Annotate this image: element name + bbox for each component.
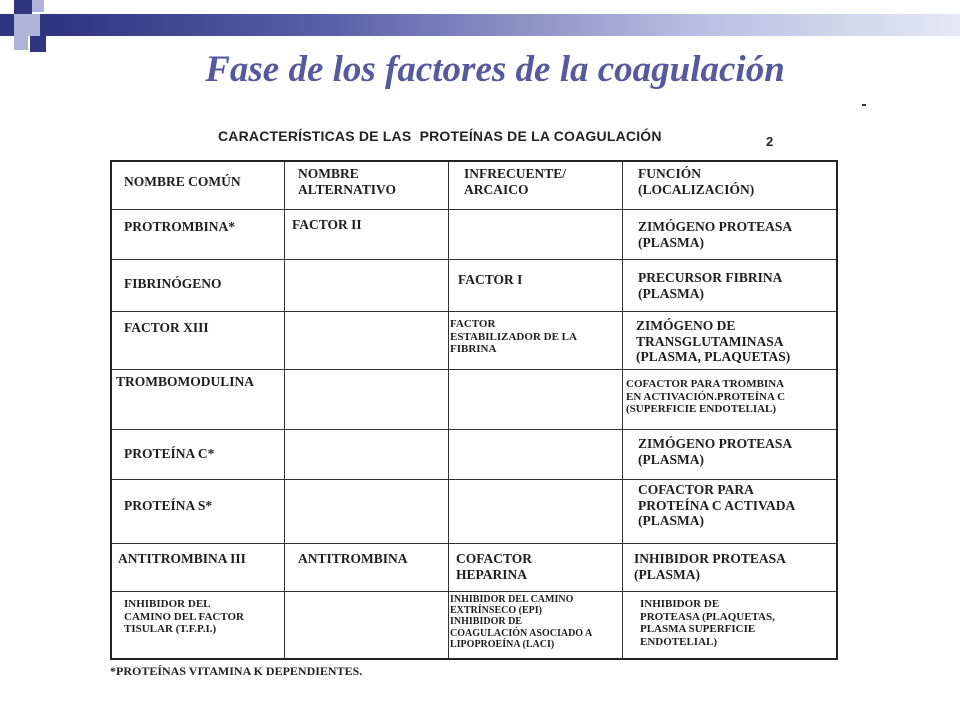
column-divider — [448, 162, 449, 658]
scan-speck — [862, 104, 866, 106]
row-divider — [112, 209, 836, 210]
corner-square-3 — [0, 14, 14, 36]
header-nombre-comun: NOMBRE COMÚN — [124, 174, 241, 189]
cell-nombre: FIBRINÓGENO — [124, 276, 222, 291]
cell-funcion: COFACTOR PARA PROTEÍNA C ACTIVADA (PLASMA) — [638, 482, 796, 529]
cell-funcion: ZIMÓGENO DE TRANSGLUTAMINASA (PLASMA, PLAQUETAS) — [636, 318, 791, 365]
cell-funcion: COFACTOR PARA TROMBINA EN ACTIVACIÓN.PROTEÍNA C (SUPERFICIE ENDOTELIAL) — [626, 378, 786, 416]
cell-nombre: ANTITROMBINA III — [118, 551, 246, 566]
document-heading: CARACTERÍSTICAS DE LAS PROTEÍNAS DE LA COAGULACIÓN — [218, 128, 662, 144]
cell-funcion: ZIMÓGENO PROTEASA (PLASMA) — [638, 219, 793, 250]
header-band — [58, 14, 960, 36]
header-nombre-alternativo: NOMBRE ALTERNATIVO — [298, 166, 397, 197]
cell-infrecuente: COFACTOR HEPARINA — [456, 551, 533, 582]
cell-alternativo: FACTOR II — [292, 217, 362, 232]
row-divider — [112, 259, 836, 260]
row-divider — [112, 429, 836, 430]
cell-nombre: PROTEÍNA S* — [124, 498, 213, 513]
row-divider — [112, 591, 836, 592]
cell-nombre: TROMBOMODULINA — [116, 374, 254, 389]
column-divider — [284, 162, 285, 658]
header-infrecuente: INFRECUENTE/ ARCAICO — [464, 166, 567, 197]
row-divider — [112, 543, 836, 544]
corner-square-4 — [14, 14, 40, 36]
column-divider — [622, 162, 623, 658]
corner-square-1 — [14, 0, 32, 14]
coagulation-proteins-table — [110, 160, 838, 660]
cell-funcion: INHIBIDOR PROTEASA (PLASMA) — [634, 551, 786, 582]
corner-square-2 — [32, 0, 44, 12]
table-footnote: *PROTEÍNAS VITAMINA K DEPENDIENTES. — [110, 664, 363, 678]
corner-square-5 — [40, 14, 58, 36]
cell-nombre: PROTROMBINA* — [124, 219, 235, 234]
cell-funcion: INHIBIDOR DE PROTEASA (PLAQUETAS, PLASMA SUPERFICIE ENDOTELIAL) — [640, 598, 775, 648]
cell-nombre: PROTEÍNA C* — [124, 446, 215, 461]
cell-nombre: FACTOR XIII — [124, 320, 209, 335]
cell-infrecuente: FACTOR I — [458, 272, 523, 287]
row-divider — [112, 479, 836, 480]
cell-alternativo: ANTITROMBINA — [298, 551, 408, 566]
cell-infrecuente: INHIBIDOR DEL CAMINO EXTRÍNSECO (EPI) INHIBIDOR DE COAGULACIÓN ASOCIADO A LIPOPROEÍNA (LACI) — [450, 594, 593, 650]
header-funcion: FUNCIÓN (LOCALIZACIÓN) — [638, 166, 755, 197]
cell-nombre: INHIBIDOR DEL CAMINO DEL FACTOR TISULAR (T.F.P.I.) — [124, 598, 244, 636]
cell-infrecuente: FACTOR ESTABILIZADOR DE LA FIBRINA — [450, 318, 577, 356]
row-divider — [112, 311, 836, 312]
row-divider — [112, 369, 836, 370]
cell-funcion: PRECURSOR FIBRINA (PLASMA) — [638, 270, 783, 301]
cell-funcion: ZIMÓGENO PROTEASA (PLASMA) — [638, 436, 793, 467]
page-number: 2 — [766, 134, 774, 149]
slide-title: Fase de los factores de la coagulación — [205, 49, 785, 90]
